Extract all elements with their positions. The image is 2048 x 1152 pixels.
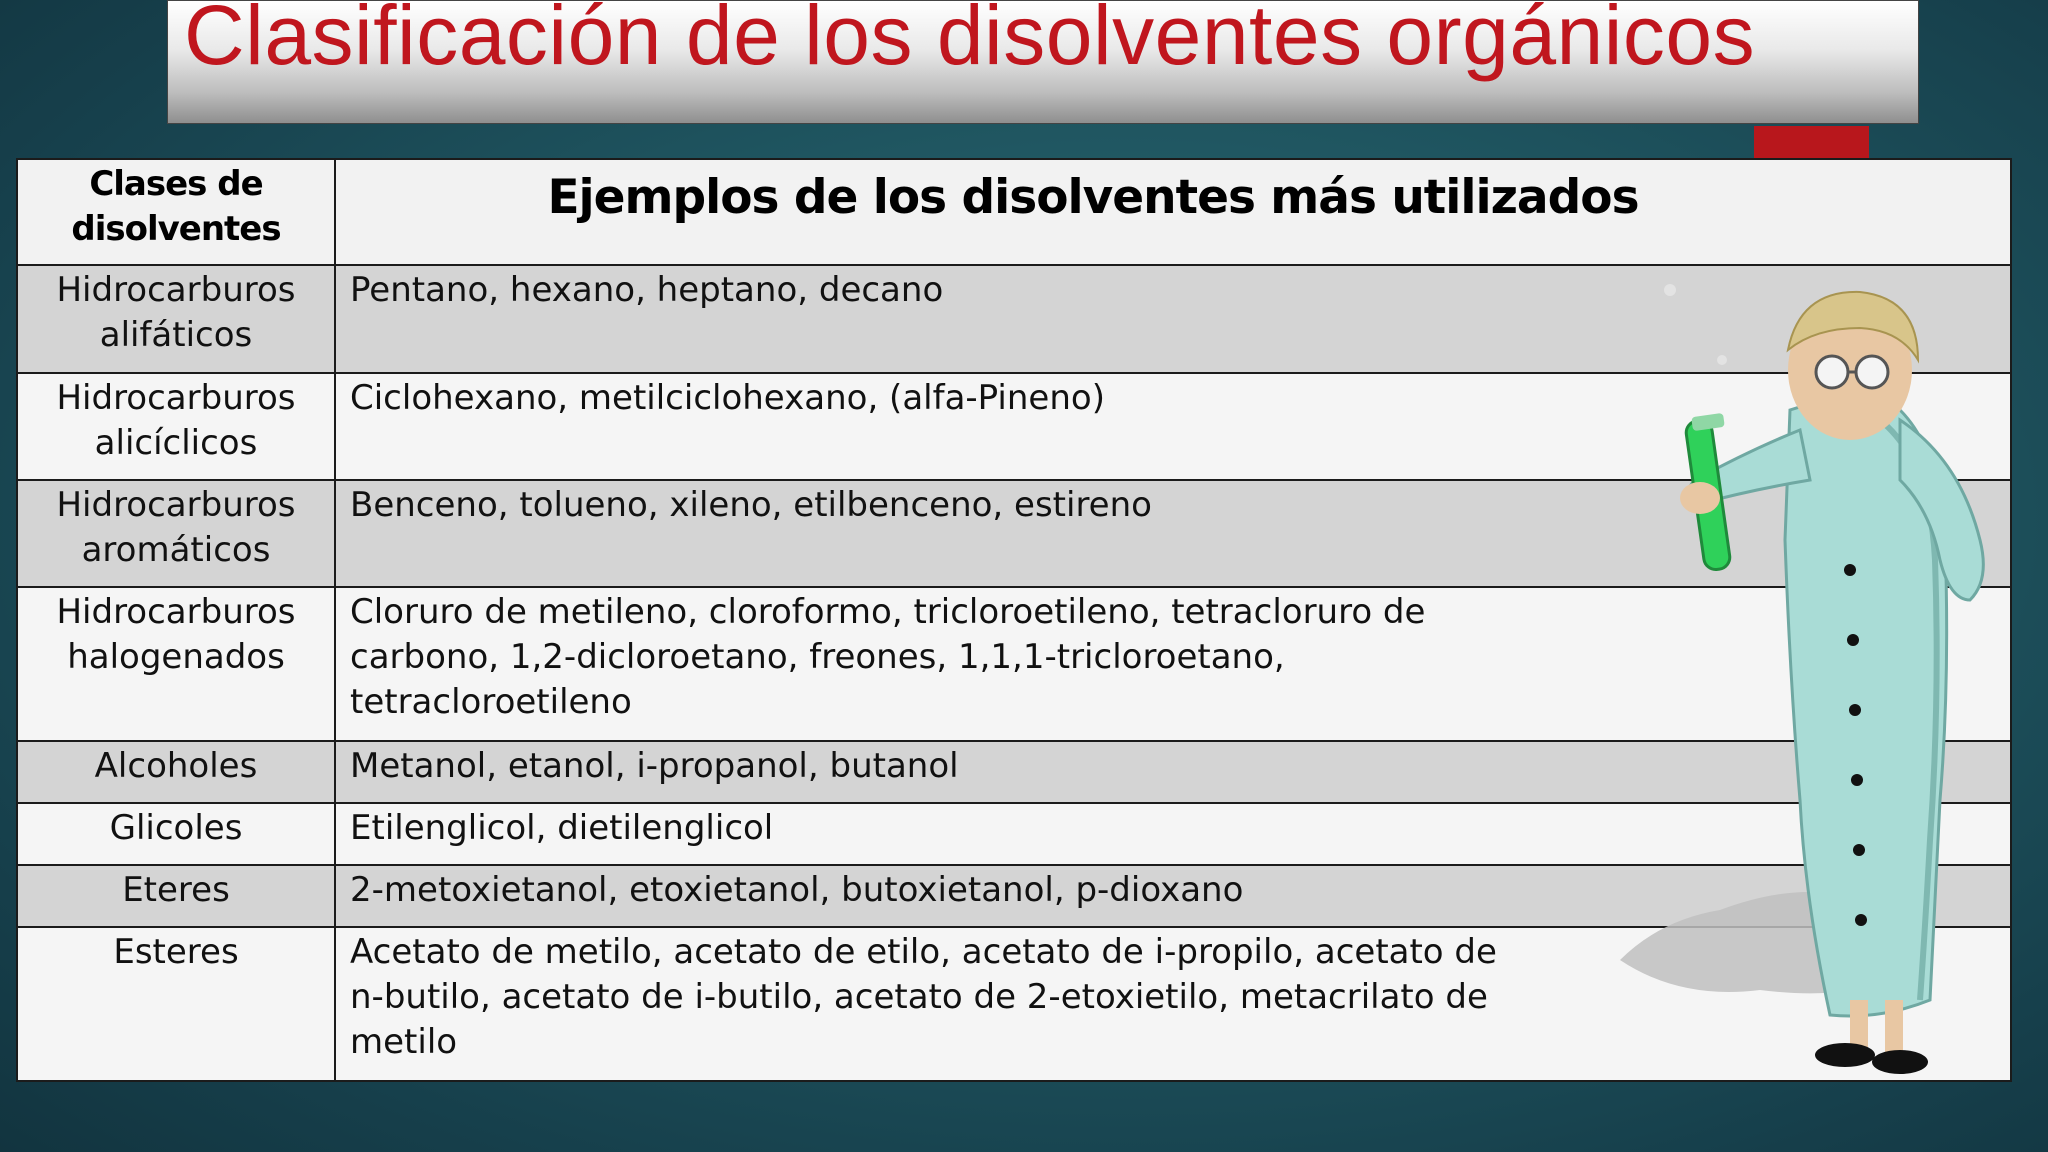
row-clase: Hidrocarburos halogenados <box>17 587 335 741</box>
row-clase: Eteres <box>17 865 335 927</box>
row-ejemplos: Acetato de metilo, acetato de etilo, acetato de i-propilo, acetato de n-butilo, acetato de i-butilo, acetato de 2-etoxietilo, metacrilato de metilo <box>350 932 1497 1062</box>
row-clase: Hidrocarburos alifáticos <box>17 265 335 373</box>
row-clase: Alcoholes <box>17 741 335 803</box>
row-clase: Esteres <box>17 927 335 1081</box>
row-ejemplos: Pentano, hexano, heptano, decano <box>350 270 944 310</box>
row-clase: Glicoles <box>17 803 335 865</box>
header-ejemplos: Ejemplos de los disolventes más utilizados <box>335 159 2011 265</box>
table-header-row <box>17 159 2011 265</box>
row-ejemplos: Etilenglicol, dietilenglicol <box>350 808 774 848</box>
row-clase: Hidrocarburos aromáticos <box>17 480 335 587</box>
slide-title: Clasificación de los disolventes orgánicos <box>184 0 1756 82</box>
row-ejemplos: Metanol, etanol, i-propanol, butanol <box>350 746 959 786</box>
row-ejemplos: Benceno, tolueno, xileno, etilbenceno, estireno <box>350 485 1152 525</box>
row-clase: Hidrocarburos alicíclicos <box>17 373 335 480</box>
header-clases: Clases de disolventes <box>17 159 335 265</box>
scientist-illustration <box>1600 280 2020 1090</box>
red-accent-tab <box>1754 126 1869 158</box>
row-ejemplos: Cloruro de metileno, cloroformo, tricloroetileno, tetracloruro de carbono, 1,2-dicloroetano, freones, 1,1,1-tricloroetano, tetracloroetileno <box>350 592 1426 722</box>
row-ejemplos: Ciclohexano, metilciclohexano, (alfa-Pineno) <box>350 378 1105 418</box>
row-ejemplos: 2-metoxietanol, etoxietanol, butoxietanol, p-dioxano <box>350 870 1244 910</box>
title-bar <box>167 0 1919 124</box>
